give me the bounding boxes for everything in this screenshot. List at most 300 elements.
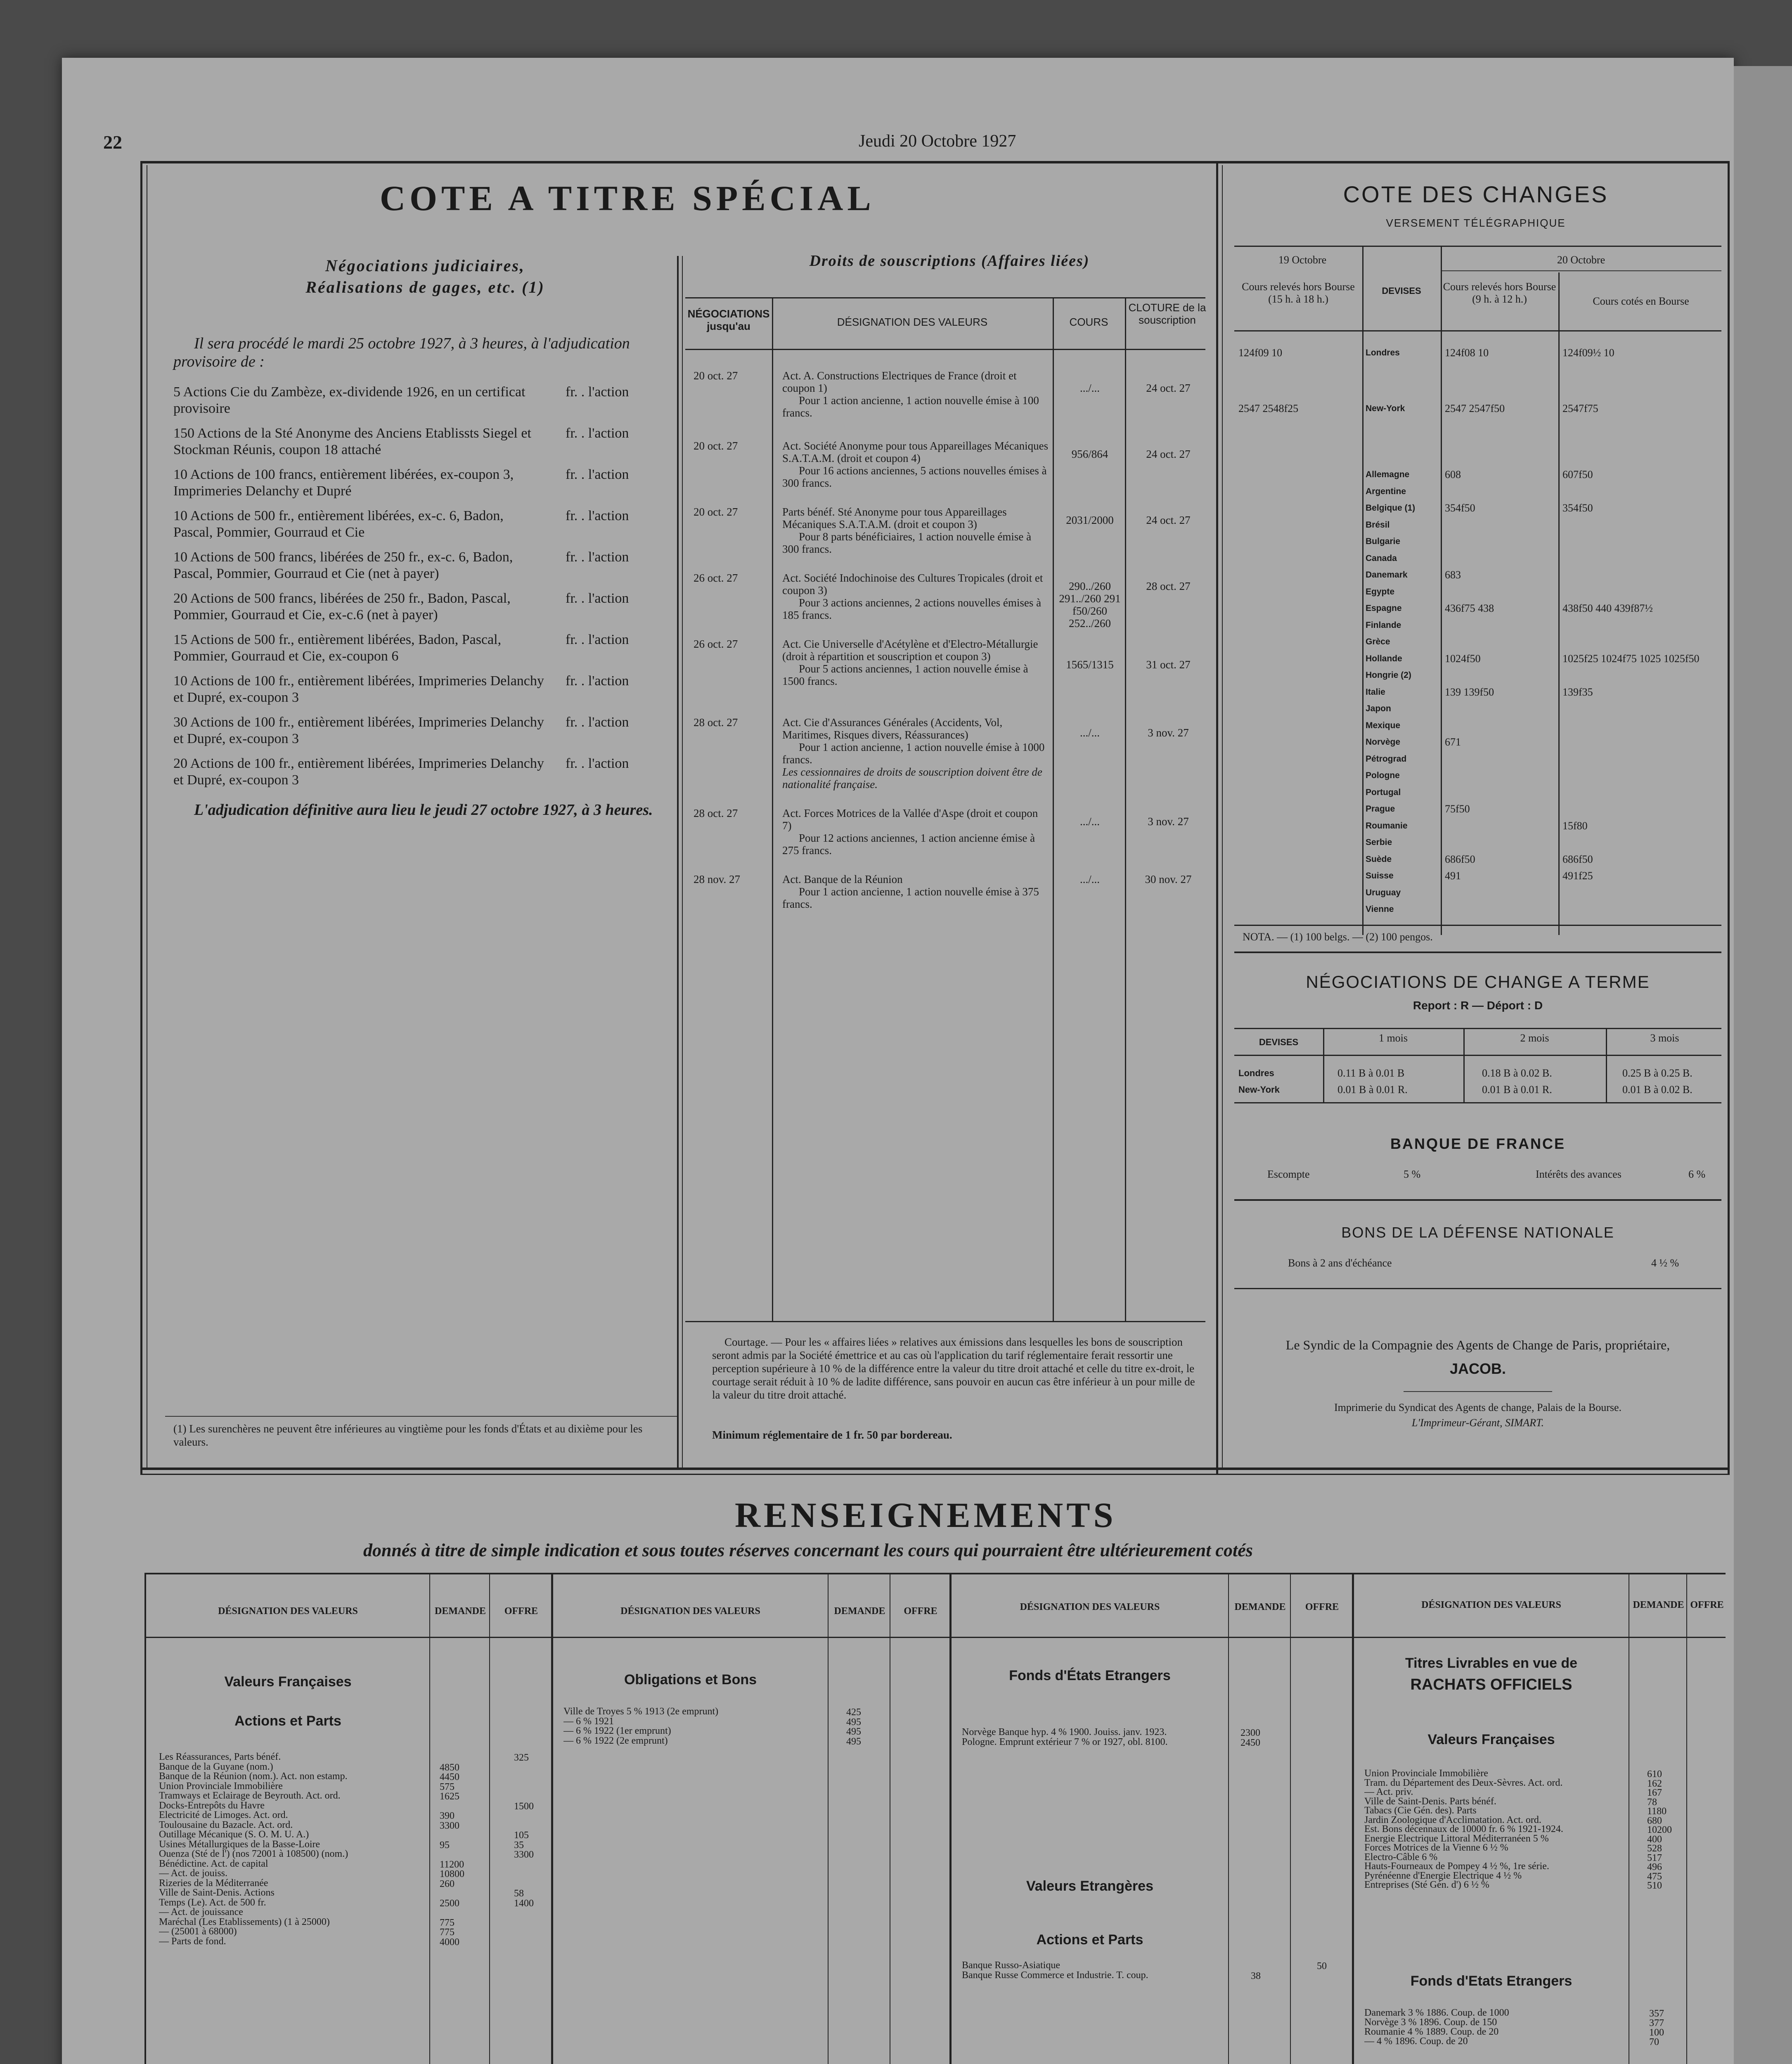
rens-group-divider	[949, 1573, 952, 2064]
rens-row-demande: 2500	[440, 1898, 459, 1909]
droits-cloture: 24 oct. 27	[1146, 514, 1191, 526]
rens-subcat-actions-parts: Actions et Parts	[1036, 1932, 1143, 1948]
rens-col-divider	[1686, 1573, 1687, 2064]
rens-row-name: Outillage Mécanique (S. O. M. U. A.)	[159, 1830, 309, 1839]
changes-date-rule	[1441, 270, 1721, 271]
rens-table-top	[144, 1573, 1726, 1574]
changes-cell-c3: 683	[1445, 569, 1461, 581]
rens-row-offre: 1500	[514, 1801, 534, 1812]
changes-date-left: 19 Octobre	[1278, 254, 1327, 266]
changes-table-bottom	[1234, 925, 1721, 926]
rens-row-name: — 6 % 1922 (2e emprunt)	[563, 1736, 668, 1746]
rens-row-name: Roumanie 4 % 1889. Coup. de 20	[1364, 2027, 1499, 2037]
rens-row-demande: 475	[1647, 1871, 1662, 1882]
rens-row-demande: 10800	[440, 1869, 464, 1879]
rens-row-name: Usines Métallurgiques de la Basse-Loire	[159, 1839, 320, 1849]
droits-desc: Act. Cie d'Assurances Générales (Accidents, Vol, Maritimes, Risques divers, Réassurances) Pour 1 action ancienne, 1 action nouvelle émise à 1000 francs. Les cessionnaires de droits de souscription doivent être de nationalité française.	[782, 716, 1045, 791]
rens-header-bottom	[144, 1637, 1726, 1638]
rens-row-name: Ville de Saint-Denis. Actions	[159, 1888, 275, 1898]
rens-row-demande: 400	[1647, 1834, 1662, 1845]
rens-row-demande: 3300	[440, 1820, 459, 1831]
changes-cell-c3: 139 139f50	[1445, 686, 1494, 698]
droits-cours: .../...	[1079, 873, 1100, 885]
gerant-line: L'Imprimeur-Gérant, SIMART.	[1411, 1417, 1544, 1429]
left-border	[140, 161, 142, 1474]
droits-cours: 2031/2000	[1066, 514, 1114, 526]
droits-col-divider	[772, 297, 773, 1321]
droits-cloture: 31 oct. 27	[1146, 658, 1191, 671]
droits-header-cours: COURS	[1069, 316, 1108, 328]
changes-cell-devise: Norvège	[1366, 737, 1401, 747]
rens-header-offre: OFFRE	[1690, 1600, 1724, 1610]
rens-row-demande: 4000	[440, 1936, 459, 1948]
changes-title: COTE DES CHANGES	[1343, 181, 1609, 207]
rens-row-name: Entreprises (Sté Gén. d') 6 ½ %	[1364, 1880, 1489, 1890]
rens-row-name: Electricité de Limoges. Act. ord.	[159, 1811, 288, 1820]
rens-row-name: Tram. du Département des Deux-Sèvres. Act. ord.	[1364, 1778, 1563, 1788]
escompte-label: Escompte	[1267, 1168, 1310, 1180]
rens-row-demande: 2300	[1240, 1728, 1260, 1738]
rens-cat-fonds-etats-etrangers: Fonds d'Etats Etrangers	[1410, 1973, 1572, 1989]
rens-row-demande: 495	[846, 1716, 861, 1728]
rens-row-name: Les Réassurances, Parts bénéf.	[159, 1752, 281, 1762]
changes-cell-c3: 124f08 10	[1445, 347, 1489, 359]
rens-row-offre: 50	[1317, 1961, 1327, 1972]
rens-cat-valeurs-francaises: Valeurs Françaises	[224, 1674, 352, 1690]
avances-label: Intérêts des avances	[1536, 1168, 1622, 1180]
banque-title: BANQUE DE FRANCE	[1390, 1135, 1565, 1152]
rens-subcat-valeurs-francaises: Valeurs Françaises	[1427, 1732, 1555, 1747]
droits-date: 20 oct. 27	[694, 369, 738, 382]
changes-date-right: 20 Octobre	[1557, 254, 1605, 266]
adjudication-item: 30 Actions de 100 fr., entièrement libérées, Imprimeries Delanchy et Dupré, ex-coupon 3 fr. . l'action	[173, 715, 629, 746]
rens-row-name: Ville de Saint-Denis. Parts bénéf.	[1364, 1797, 1496, 1806]
rens-header-designation: DÉSIGNATION DES VALEURS	[218, 1606, 358, 1617]
rens-row-demande: 78	[1647, 1797, 1657, 1808]
changes-cell-devise: Vienne	[1366, 904, 1394, 914]
rens-row-demande: 517	[1647, 1852, 1662, 1863]
changes-cell-c4: 139f35	[1562, 686, 1593, 698]
rens-cat-fonds-etats-etrangers: Fonds d'États Etrangers	[1009, 1668, 1171, 1683]
changes-cell-devise: Londres	[1366, 348, 1400, 357]
renseignements-title: RENSEIGNEMENTS	[735, 1495, 1117, 1535]
changes-cell-devise: Pologne	[1366, 771, 1400, 780]
terme-col-divider	[1606, 1028, 1607, 1102]
rens-row-demande: 495	[846, 1736, 861, 1747]
rens-row-name: Hauts-Fourneaux de Pompey 4 ½ %, 1re série.	[1364, 1862, 1549, 1871]
rens-row-offre: 1400	[514, 1898, 534, 1909]
changes-cell-devise: Espagne	[1366, 604, 1402, 613]
rens-row-name: Union Provinciale Immobilière	[1364, 1769, 1488, 1778]
changes-cell-c4: 607f50	[1562, 469, 1593, 480]
changes-cell-c3: 608	[1445, 469, 1461, 480]
droits-table-header-bottom	[685, 349, 1205, 350]
rens-row-offre: 58	[514, 1888, 524, 1899]
rens-header-offre: OFFRE	[1305, 1602, 1339, 1612]
terme-col-divider	[1323, 1028, 1324, 1102]
changes-subtitle: VERSEMENT TÉLÉGRAPHIQUE	[1386, 217, 1566, 229]
changes-cell-c4: 438f50 440 439f87½	[1562, 602, 1653, 614]
changes-col-divider	[1558, 272, 1560, 935]
changes-table-top	[1234, 246, 1721, 247]
droits-cours: 290../260 291../260 291 f50/260 252../260	[1059, 580, 1121, 630]
droits-cloture: 28 oct. 27	[1146, 580, 1191, 592]
rens-cat-titres-livrables: Titres Livrables en vue de	[1405, 1655, 1577, 1671]
adjudication-intro: Il sera procédé le mardi 25 octobre 1927, à 3 heures, à l'adjudication provisoire de :	[173, 335, 630, 370]
rens-group-divider	[1352, 1573, 1354, 2064]
changes-nota-rule	[1234, 952, 1721, 953]
syndic-name: JACOB.	[1449, 1360, 1506, 1377]
changes-cell-c3: 436f75 438	[1445, 602, 1494, 614]
rens-row-name: — Act. de jouissance	[159, 1908, 243, 1917]
changes-cell-c4: 686f50	[1562, 853, 1593, 865]
imprimerie-line: Imprimerie du Syndicat des Agents de change, Palais de la Bourse.	[1334, 1401, 1622, 1413]
terme-2m: 0.01 B à 0.01 R.	[1482, 1084, 1552, 1096]
mid-col-left-border-inner	[682, 256, 683, 1470]
rens-cat-rachats-officiels: RACHATS OFFICIELS	[1410, 1676, 1572, 1693]
droits-header-cloture: CLOTURE de la souscription	[1128, 301, 1206, 326]
rens-header-offre: OFFRE	[904, 1606, 937, 1617]
rens-col-divider	[429, 1573, 430, 2064]
rens-row-demande: 390	[440, 1811, 455, 1821]
rens-row-name: Ville de Troyes 5 % 1913 (2e emprunt)	[563, 1707, 719, 1716]
avances-value: 6 %	[1688, 1168, 1706, 1180]
adjudication-item: 10 Actions de 100 francs, entièrement libérées, ex-coupon 3, Imprimeries Delanchy et Dupré fr. . l'action	[173, 467, 629, 499]
rens-row-name: — 6 % 1922 (1er emprunt)	[563, 1726, 671, 1736]
droits-table-bottom	[685, 1321, 1205, 1322]
droits-cours: .../...	[1079, 727, 1100, 739]
rens-row-demande: 10200	[1647, 1825, 1672, 1835]
rens-header-demande: DEMANDE	[1234, 1602, 1286, 1612]
changes-cell-c4: 124f09½ 10	[1562, 347, 1614, 359]
droits-desc: Act. Banque de la Réunion Pour 1 action ancienne, 1 action nouvelle émise à 375 francs.	[782, 873, 1039, 910]
droits-header-designation: DÉSIGNATION DES VALEURS	[837, 316, 988, 328]
rens-row-offre: 325	[514, 1752, 529, 1763]
banque-rule	[1234, 1199, 1721, 1201]
terme-header-devises: DEVISES	[1259, 1037, 1299, 1047]
droits-desc: Parts bénéf. Sté Anonyme pour tous Appareillages Mécaniques S.A.T.A.M. (droit et coupon 3) Pour 8 parts bénéficiaires, 1 action nouvelle émise à 300 francs.	[782, 506, 1032, 555]
rens-row-name: Rizeries de la Méditerranée	[159, 1878, 268, 1888]
changes-cell-c1: 124f09 10	[1238, 347, 1283, 359]
bons-title: BONS DE LA DÉFENSE NATIONALE	[1341, 1224, 1614, 1241]
adjudication-item: 150 Actions de la Sté Anonyme des Anciens Etablissts Siegel et Stockman Réunis, coupon 18 attaché fr. . l'action	[173, 426, 629, 457]
rens-row-name: Bénédictine. Act. de capital	[159, 1859, 268, 1869]
changes-header-c4: Cours cotés en Bourse	[1593, 295, 1689, 307]
rens-row-name: Maréchal (Les Etablissements) (1 à 25000)	[159, 1917, 330, 1927]
rens-group-divider	[551, 1573, 553, 2064]
left-title-line1: Négociations judiciaires,	[325, 256, 525, 275]
droits-cloture: 3 nov. 27	[1148, 815, 1189, 828]
changes-cell-devise: Danemark	[1366, 570, 1408, 580]
droits-date: 28 oct. 27	[694, 807, 738, 819]
adjudication-item: 20 Actions de 500 francs, libérées de 250 fr., Badon, Pascal, Pommier, Gourraud et Cie, ex-c.6 (net à payer) fr. . l'action	[173, 591, 629, 623]
rens-row-demande: 680	[1647, 1815, 1662, 1826]
left-footnote: (1) Les surenchères ne peuvent être inférieures au vingtième pour les fonds d'États et au dixième pour les valeurs.	[173, 1423, 643, 1448]
droits-date: 20 oct. 27	[694, 440, 738, 452]
changes-cell-devise: Hollande	[1366, 653, 1402, 663]
rens-row-name: Tabacs (Cie Gén. des). Parts	[1364, 1806, 1477, 1815]
page-number: 22	[103, 132, 122, 153]
changes-cell-devise: Hongrie (2)	[1366, 670, 1411, 680]
footnote-rule	[165, 1416, 677, 1417]
droits-cloture: 24 oct. 27	[1146, 382, 1191, 394]
rens-row-name: Pyrénéenne d'Energie Electrique 4 ½ %	[1364, 1871, 1522, 1881]
top-border	[140, 161, 1730, 163]
droits-cours: 956/864	[1071, 448, 1108, 460]
rens-row-demande: 377	[1649, 2018, 1664, 2028]
changes-cell-c3: 354f50	[1445, 502, 1475, 514]
right-border	[1728, 161, 1730, 1474]
changes-cell-c4: 354f50	[1562, 502, 1593, 514]
rens-row-demande: 528	[1647, 1843, 1662, 1854]
rens-row-demande: 610	[1647, 1769, 1662, 1780]
section-divider	[140, 1468, 1730, 1470]
terme-header-1m: 1 mois	[1378, 1032, 1408, 1044]
rens-row-name: — (25001 à 68000)	[159, 1927, 237, 1936]
droits-col-divider	[1053, 297, 1054, 1321]
rens-row-demande: 496	[1647, 1862, 1662, 1872]
changes-header-bottom	[1234, 330, 1721, 331]
rens-row-name: — 6 % 1921	[563, 1716, 614, 1726]
changes-cell-c1: 2547 2548f25	[1238, 402, 1299, 414]
rens-header-demande: DEMANDE	[1633, 1600, 1684, 1610]
rens-row-demande: 11200	[440, 1859, 464, 1870]
rens-row-demande: 1180	[1647, 1806, 1667, 1817]
droits-desc: Act. Cie Universelle d'Acétylène et d'Electro-Métallurgie (droit à répartition et souscription et coupon 3) Pour 5 actions anciennes, 1 action nouvelle émise à 1500 francs.	[782, 638, 1038, 687]
rens-row-demande: 2450	[1240, 1737, 1260, 1748]
rens-row-name: Tramways et Eclairage de Beyrouth. Act. ord.	[159, 1791, 341, 1801]
rens-cat-obligations-bons: Obligations et Bons	[624, 1672, 757, 1688]
changes-cell-c4: 1025f25 1024f75 1025 1025f50	[1562, 652, 1700, 665]
rens-border	[144, 1573, 146, 2064]
droits-table-top	[685, 297, 1205, 298]
rens-row-demande: 95	[440, 1839, 450, 1851]
changes-cell-c4: 491f25	[1562, 870, 1593, 882]
changes-cell-devise: Prague	[1366, 804, 1395, 814]
syndic-rule	[1404, 1391, 1552, 1392]
rens-row-demande: 4850	[440, 1762, 459, 1773]
droits-col-divider	[1125, 297, 1126, 1321]
rens-row-name: Norvège 3 % 1896. Coup. de 150	[1364, 2018, 1497, 2027]
terme-table-bottom	[1234, 1102, 1721, 1103]
adjudication-item: 20 Actions de 100 fr., entièrement libérées, Imprimeries Delanchy et Dupré, ex-coupon 3 fr. . l'action	[173, 756, 629, 788]
bons-rule	[1234, 1288, 1721, 1289]
changes-cell-devise: Egypte	[1366, 587, 1395, 596]
droits-cloture: 3 nov. 27	[1148, 727, 1189, 739]
rens-row-offre: 105	[514, 1830, 529, 1841]
changes-cell-c3: 686f50	[1445, 853, 1475, 865]
changes-header-c1: Cours relevés hors Bourse (15 h. à 18 h.)	[1242, 281, 1355, 305]
rens-row-demande: 357	[1649, 2008, 1664, 2019]
rens-col-divider	[489, 1573, 490, 2064]
rens-row-name: — Act. de jouiss.	[159, 1869, 227, 1878]
terme-header-bottom	[1234, 1055, 1721, 1056]
adjudication-closing: L'adjudication définitive aura lieu le jeudi 27 octobre 1927, à 3 heures.	[194, 801, 653, 819]
terme-2m: 0.18 B à 0.02 B.	[1482, 1067, 1552, 1079]
adjudication-item: 10 Actions de 500 fr., entièrement libérées, ex-c. 6, Badon, Pascal, Pommier, Gourraud et Cie fr. . l'action	[173, 508, 629, 540]
droits-header-negociations: NÉGOCIATIONS jusqu'au	[687, 308, 770, 332]
rens-row-name: — 4 % 1896. Coup. de 20	[1364, 2037, 1468, 2046]
changes-cell-devise: Serbie	[1366, 838, 1392, 847]
rens-header-designation: DÉSIGNATION DES VALEURS	[620, 1606, 760, 1617]
terme-1m: 0.01 B à 0.01 R.	[1337, 1084, 1408, 1096]
terme-title: NÉGOCIATIONS DE CHANGE A TERME	[1306, 972, 1650, 992]
mid-col-left-border	[677, 256, 679, 1470]
rens-row-demande: 775	[440, 1927, 455, 1938]
changes-cell-devise: Portugal	[1366, 787, 1401, 797]
rens-header-offre: OFFRE	[504, 1606, 538, 1617]
rens-header-designation: DÉSIGNATION DES VALEURS	[1421, 1600, 1561, 1610]
rens-row-demande: 1625	[440, 1791, 459, 1802]
droits-desc: Act. Société Indochinoise des Cultures Tropicales (droit et coupon 3) Pour 3 actions anciennes, 2 actions nouvelles émises à 185 francs.	[782, 572, 1043, 621]
rens-header-demande: DEMANDE	[435, 1606, 486, 1617]
changes-cell-devise: Suède	[1366, 854, 1392, 864]
changes-cell-devise: Allemagne	[1366, 470, 1410, 479]
droits-cloture: 30 nov. 27	[1145, 873, 1192, 885]
rens-col-divider	[1290, 1573, 1291, 2064]
rens-row-name: — Act. priv.	[1364, 1787, 1413, 1797]
changes-cell-devise: Pétrograd	[1366, 754, 1407, 764]
changes-cell-devise: New-York	[1366, 404, 1405, 413]
rens-row-name: Danemark 3 % 1886. Coup. de 1000	[1364, 2008, 1509, 2018]
section-divider-inner	[140, 1474, 1730, 1475]
droits-cloture: 24 oct. 27	[1146, 448, 1191, 460]
rens-row-name: Banque de la Guyane (nom.)	[159, 1762, 273, 1772]
terme-header-2m: 2 mois	[1520, 1032, 1549, 1044]
left-title-line2: Réalisations de gages, etc. (1)	[305, 278, 545, 296]
adjudication-item: 5 Actions Cie du Zambèze, ex-dividende 1926, en un certificat provisoire fr. . l'action	[173, 384, 629, 416]
changes-cell-devise: Suisse	[1366, 871, 1394, 881]
rens-row-name: Forces Motrices de la Vienne 6 ½ %	[1364, 1843, 1508, 1853]
rens-row-name: Toulousaine du Bazacle. Act. ord.	[159, 1820, 293, 1830]
rens-row-demande: 70	[1649, 2037, 1659, 2047]
rens-row-name: Norvège Banque hyp. 4 % 1900. Jouiss. janv. 1923.	[962, 1728, 1167, 1737]
page-date: Jeudi 20 Octobre 1927	[859, 132, 1016, 151]
droits-date: 28 oct. 27	[694, 716, 738, 729]
terme-devise: Londres	[1238, 1068, 1274, 1078]
droits-desc: Act. Société Anonyme pour tous Appareillages Mécaniques S.A.T.A.M. (droit et coupon 4) Pour 16 actions anciennes, 5 actions nouvelles émises à 300 francs.	[782, 440, 1049, 489]
changes-cell-devise: Argentine	[1366, 486, 1406, 496]
changes-cell-devise: Canada	[1366, 553, 1397, 563]
rens-row-demande: 4450	[440, 1772, 459, 1782]
droits-date: 26 oct. 27	[694, 638, 738, 650]
droits-cours: 1565/1315	[1066, 658, 1114, 671]
rens-row-demande: 38	[1251, 1970, 1261, 1981]
rens-row-demande: 167	[1647, 1787, 1662, 1798]
changes-cell-c3: 1024f50	[1445, 652, 1481, 665]
rens-row-name: Banque Russo-Asiatique	[962, 1961, 1060, 1970]
minimum-note: Minimum réglementaire de 1 fr. 50 par bordereau.	[712, 1429, 952, 1441]
rens-row-name: Est. Bons décennaux de 10000 fr. 6 % 1921-1924.	[1364, 1825, 1563, 1834]
changes-cell-devise: Finlande	[1366, 620, 1401, 630]
syndic-line: Le Syndic de la Compagnie des Agents de Change de Paris, propriétaire,	[1285, 1337, 1670, 1352]
bons-label: Bons à 2 ans d'échéance	[1288, 1257, 1392, 1269]
rens-col-divider	[828, 1573, 829, 2064]
changes-cell-devise: Japon	[1366, 704, 1391, 713]
rens-subcat-actions-parts: Actions et Parts	[234, 1713, 341, 1729]
terme-3m: 0.25 B à 0.25 B.	[1622, 1067, 1693, 1079]
terme-col-divider	[1463, 1028, 1465, 1102]
changes-cell-devise: Roumanie	[1366, 821, 1408, 831]
rens-row-demande: 100	[1649, 2027, 1664, 2038]
changes-cell-devise: Mexique	[1366, 720, 1401, 730]
terme-table-top	[1234, 1028, 1721, 1029]
droits-date: 28 nov. 27	[694, 873, 740, 885]
rens-row-offre: 35	[514, 1839, 524, 1851]
changes-cell-devise: Brésil	[1366, 520, 1390, 530]
rens-row-name: Jardin Zoologique d'Acclimatation. Act. ord.	[1364, 1815, 1541, 1825]
rens-cat-valeurs-etrangeres: Valeurs Etrangères	[1026, 1878, 1154, 1894]
droits-date: 20 oct. 27	[694, 506, 738, 518]
changes-cell-c4: 2547f75	[1562, 402, 1598, 414]
droits-cours: .../...	[1079, 815, 1100, 828]
terme-3m: 0.01 B à 0.02 B.	[1622, 1084, 1693, 1096]
adjacent-page-edge	[1734, 66, 1792, 2064]
droits-desc: Act. A. Constructions Electriques de France (droit et coupon 1) Pour 1 action ancienne, 1 action nouvelle émise à 100 francs.	[782, 369, 1039, 419]
droits-desc: Act. Forces Motrices de la Vallée d'Aspe (droit et coupon 7) Pour 12 actions anciennes, 1 action ancienne émise à 275 francs.	[782, 807, 1038, 857]
rens-row-name: Banque de la Réunion (nom.). Act. non estamp.	[159, 1772, 348, 1781]
rens-row-name: Union Provinciale Immobilière	[159, 1781, 283, 1791]
changes-cell-c3: 75f50	[1445, 803, 1470, 815]
bons-value: 4 ½ %	[1651, 1257, 1679, 1269]
rens-row-demande: 510	[1647, 1880, 1662, 1891]
rens-row-demande: 495	[846, 1726, 861, 1737]
adjudication-item: 10 Actions de 100 fr., entièrement libérées, Imprimeries Delanchy et Dupré, ex-coupon 3 fr. . l'action	[173, 673, 629, 705]
rens-row-name: Electro-Câble 6 %	[1364, 1852, 1438, 1862]
changes-nota: NOTA. — (1) 100 belgs. — (2) 100 pengos.	[1243, 931, 1433, 943]
escompte-value: 5 %	[1404, 1168, 1421, 1180]
changes-cell-devise: Grèce	[1366, 637, 1390, 646]
rens-col-divider	[1228, 1573, 1229, 2064]
rens-row-demande: 575	[440, 1781, 455, 1792]
terme-1m: 0.11 B à 0.01 B	[1337, 1067, 1405, 1079]
changes-col-divider	[1441, 246, 1442, 935]
rens-row-name: Banque Russe Commerce et Industrie. T. coup.	[962, 1970, 1148, 1980]
courtage-note: Courtage. — Pour les « affaires liées » relatives aux émissions dans lesquelles les bons de souscription seront admis par la Société émettrice et au cas où l'application du tarif réglementaire ferait ressortir une perception supérieure à 10 % de la différence entre la valeur du titre droit attaché et celle du titre ex-droit, le courtage serait réduit à 10 % de ladite différence, sans pouvoir en aucun cas être inférieur à un pour mille de la valeur du titre droit attaché.	[712, 1336, 1195, 1401]
droits-cours: .../...	[1079, 382, 1100, 394]
changes-cell-c3: 491	[1445, 870, 1461, 882]
center-divider	[1216, 161, 1218, 1474]
cote-special-title: COTE A TITRE SPÉCIAL	[380, 178, 875, 218]
changes-cell-devise: Belgique (1)	[1366, 503, 1416, 513]
terme-devise: New-York	[1238, 1084, 1280, 1095]
changes-cell-c4: 15f80	[1562, 819, 1588, 832]
changes-cell-devise: Uruguay	[1366, 888, 1401, 897]
changes-cell-c3: 2547 2547f50	[1445, 402, 1505, 414]
rens-row-name: Docks-Entrepôts du Havre	[159, 1801, 265, 1811]
terme-subtitle: Report : R — Déport : D	[1413, 999, 1543, 1012]
rens-row-demande: 162	[1647, 1778, 1662, 1789]
changes-header-c3: Cours relevés hors Bourse (9 h. à 12 h.)	[1443, 281, 1556, 305]
rens-row-offre: 3300	[514, 1849, 534, 1860]
rens-row-name: Pologne. Emprunt extérieur 7 % or 1927, obl. 8100.	[962, 1737, 1168, 1747]
terme-header-3m: 3 mois	[1650, 1032, 1679, 1044]
renseignements-subtitle: donnés à titre de simple indication et sous toutes réserves concernant les cours qui pourraient être ultérieurement cotés	[363, 1540, 1253, 1560]
rens-row-demande: 260	[440, 1878, 455, 1889]
changes-cell-c3: 671	[1445, 736, 1461, 748]
droits-title: Droits de souscriptions (Affaires liées)	[809, 252, 1090, 270]
rens-header-demande: DEMANDE	[834, 1606, 885, 1617]
changes-header-devises: DEVISES	[1382, 286, 1421, 296]
rens-row-demande: 775	[440, 1917, 455, 1928]
rens-row-name: Ouenza (Sté de l') (nos 72001 à 108500) (nom.)	[159, 1849, 348, 1859]
adjudication-item: 15 Actions de 500 fr., entièrement libérées, Badon, Pascal, Pommier, Gourraud et Cie, ex-coupon 6 fr. . l'action	[173, 632, 629, 664]
adjudication-item: 10 Actions de 500 francs, libérées de 250 fr., ex-c. 6, Badon, Pascal, Pommier, Gourraud et Cie (net à payer) fr. . l'action	[173, 549, 629, 581]
droits-date: 26 oct. 27	[694, 572, 738, 584]
rens-row-demande: 425	[846, 1707, 861, 1718]
center-divider-inner	[1222, 165, 1223, 1470]
rens-row-name: Energie Electrique Littoral Méditerranéen 5 %	[1364, 1834, 1549, 1844]
